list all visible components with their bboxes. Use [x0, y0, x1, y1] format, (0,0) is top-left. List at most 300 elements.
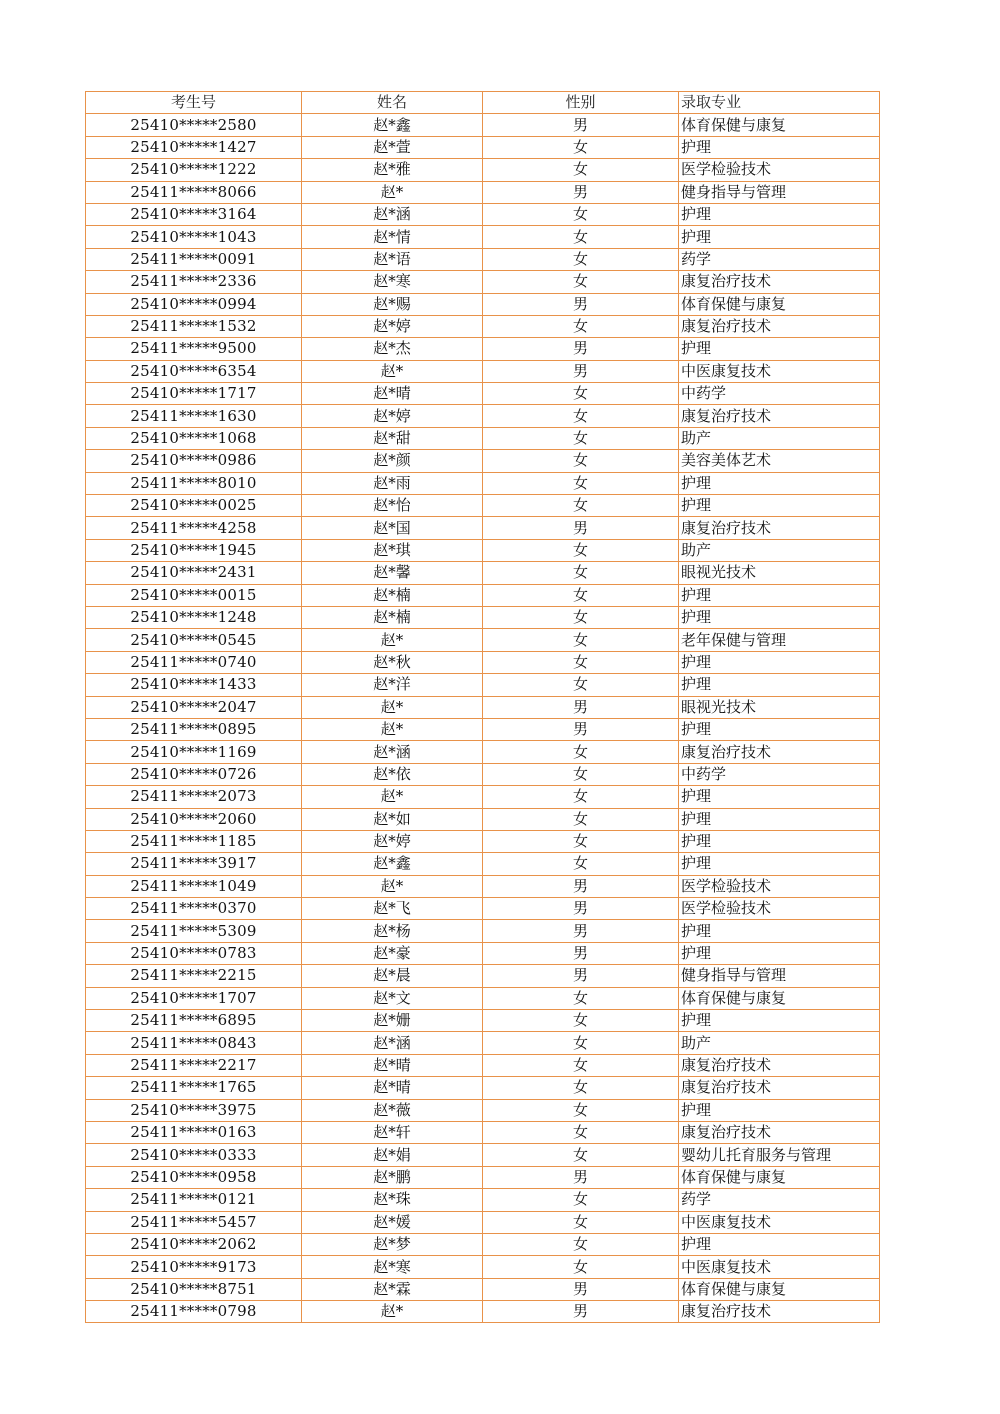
- cell-major-label: 护理: [681, 1011, 712, 1030]
- cell-major: [679, 763, 880, 785]
- cell-gender: 女: [483, 226, 679, 248]
- cell-exam-id: 25410*****1248: [86, 606, 302, 628]
- table-row: [86, 606, 880, 628]
- cell-name: 赵*: [302, 696, 483, 718]
- cell-name: 赵*薇: [302, 1099, 483, 1121]
- cell-major-label: 医学检验技术: [681, 160, 772, 179]
- cell-exam-id: 25410*****1707: [86, 987, 302, 1009]
- table-row: [86, 114, 880, 136]
- cell-major: [679, 539, 880, 561]
- cell-name: 赵*涵: [302, 203, 483, 225]
- cell-major-label: 康复治疗技术: [681, 406, 772, 425]
- table-row: [86, 450, 880, 472]
- cell-major-label: 康复治疗技术: [681, 1302, 772, 1321]
- cell-gender: 女: [483, 495, 679, 517]
- cell-major: [679, 427, 880, 449]
- cell-major: [679, 696, 880, 718]
- cell-major: [679, 338, 880, 360]
- cell-major: [679, 875, 880, 897]
- cell-major-label: 护理: [681, 787, 712, 806]
- cell-major-label: 护理: [681, 809, 712, 828]
- cell-name: 赵*秋: [302, 651, 483, 673]
- cell-exam-id: 25410*****0015: [86, 584, 302, 606]
- table-row: [86, 1301, 880, 1323]
- table-row: [86, 1144, 880, 1166]
- cell-gender: 男: [483, 920, 679, 942]
- cell-major-label: 康复治疗技术: [681, 272, 772, 291]
- cell-major-label: 助产: [681, 429, 712, 448]
- table-row: [86, 472, 880, 494]
- table-row: [86, 786, 880, 808]
- cell-name: 赵*涵: [302, 1032, 483, 1054]
- cell-exam-id: 25411*****0843: [86, 1032, 302, 1054]
- table-row: [86, 1211, 880, 1233]
- cell-major: [679, 651, 880, 673]
- cell-major-label: 护理: [681, 675, 712, 694]
- cell-exam-id: 25410*****0333: [86, 1144, 302, 1166]
- cell-major-label: 护理: [681, 496, 712, 515]
- cell-major: [679, 920, 880, 942]
- cell-major-label: 康复治疗技术: [681, 518, 772, 537]
- cell-major: [679, 741, 880, 763]
- cell-name: 赵*婷: [302, 405, 483, 427]
- header-name: 姓名: [302, 92, 483, 114]
- cell-name: 赵*语: [302, 248, 483, 270]
- table-row: [86, 741, 880, 763]
- cell-exam-id: 25411*****8010: [86, 472, 302, 494]
- cell-major-label: 护理: [681, 1235, 712, 1254]
- table-row: [86, 965, 880, 987]
- cell-major: [679, 965, 880, 987]
- cell-major: [679, 830, 880, 852]
- header-major: [679, 92, 880, 114]
- cell-exam-id: 25410*****0783: [86, 942, 302, 964]
- cell-major-label: 中医康复技术: [681, 1257, 772, 1276]
- cell-major: [679, 1211, 880, 1233]
- cell-gender: 女: [483, 1077, 679, 1099]
- table-row: [86, 159, 880, 181]
- cell-name: 赵*: [302, 718, 483, 740]
- cell-major-label: 护理: [681, 473, 712, 492]
- cell-major-label: 婴幼儿托育服务与管理: [681, 1145, 832, 1164]
- cell-major-label: 护理: [681, 854, 712, 873]
- table-row: [86, 181, 880, 203]
- cell-major-label: 美容美体艺术: [681, 451, 772, 470]
- cell-gender: 男: [483, 696, 679, 718]
- cell-gender: 女: [483, 203, 679, 225]
- cell-exam-id: 25411*****1765: [86, 1077, 302, 1099]
- cell-gender: 女: [483, 786, 679, 808]
- table-row: [86, 1278, 880, 1300]
- table-row: [86, 830, 880, 852]
- cell-exam-id: 25411*****1185: [86, 830, 302, 852]
- cell-major-label: 体育保健与康复: [681, 988, 787, 1007]
- cell-gender: 女: [483, 1032, 679, 1054]
- cell-major: [679, 315, 880, 337]
- cell-exam-id: 25410*****1427: [86, 136, 302, 158]
- cell-exam-id: 25411*****1630: [86, 405, 302, 427]
- cell-name: 赵*飞: [302, 898, 483, 920]
- cell-gender: 女: [483, 1211, 679, 1233]
- cell-major-label: 护理: [681, 832, 712, 851]
- table-row: [86, 1233, 880, 1255]
- cell-major: [679, 383, 880, 405]
- cell-exam-id: 25411*****2073: [86, 786, 302, 808]
- cell-exam-id: 25411*****0740: [86, 651, 302, 673]
- cell-major: [679, 1099, 880, 1121]
- cell-gender: 女: [483, 383, 679, 405]
- table-row: [86, 763, 880, 785]
- cell-gender: 女: [483, 830, 679, 852]
- header-gender: 性别: [483, 92, 679, 114]
- cell-gender: 男: [483, 942, 679, 964]
- cell-gender: 男: [483, 875, 679, 897]
- cell-gender: 女: [483, 741, 679, 763]
- cell-major: [679, 1256, 880, 1278]
- table-row: [86, 920, 880, 942]
- cell-exam-id: 25410*****2431: [86, 562, 302, 584]
- cell-major-label: 康复治疗技术: [681, 317, 772, 336]
- table-row: [86, 1054, 880, 1076]
- cell-major: [679, 450, 880, 472]
- cell-name: 赵*雨: [302, 472, 483, 494]
- cell-gender: 女: [483, 427, 679, 449]
- cell-name: 赵*洋: [302, 674, 483, 696]
- cell-major-label: 护理: [681, 137, 712, 156]
- cell-gender: 男: [483, 338, 679, 360]
- cell-major-label: 助产: [681, 541, 712, 559]
- cell-major: [679, 1144, 880, 1166]
- table-row: [86, 853, 880, 875]
- header-exam-id: 考生号: [86, 92, 302, 114]
- table-row: [86, 495, 880, 517]
- cell-name: 赵*晨: [302, 965, 483, 987]
- cell-exam-id: 25411*****0121: [86, 1189, 302, 1211]
- cell-exam-id: 25410*****0726: [86, 763, 302, 785]
- cell-exam-id: 25410*****2047: [86, 696, 302, 718]
- cell-name: 赵*赐: [302, 293, 483, 315]
- cell-gender: 女: [483, 1256, 679, 1278]
- table-row: [86, 360, 880, 382]
- cell-major: [679, 853, 880, 875]
- cell-exam-id: 25410*****1068: [86, 427, 302, 449]
- cell-gender: 男: [483, 1166, 679, 1188]
- cell-name: 赵*婷: [302, 315, 483, 337]
- table-row: [86, 987, 880, 1009]
- cell-name: 赵*媛: [302, 1211, 483, 1233]
- cell-major: [679, 203, 880, 225]
- cell-exam-id: 25410*****1222: [86, 159, 302, 181]
- cell-gender: 女: [483, 136, 679, 158]
- cell-exam-id: 25410*****8751: [86, 1278, 302, 1300]
- cell-major-label: 护理: [681, 652, 712, 671]
- cell-name: 赵*珠: [302, 1189, 483, 1211]
- cell-major: [679, 271, 880, 293]
- cell-exam-id: 25410*****0025: [86, 495, 302, 517]
- cell-major-label: 护理: [681, 205, 712, 224]
- cell-major: [679, 360, 880, 382]
- table-row: [86, 1099, 880, 1121]
- cell-gender: 女: [483, 159, 679, 181]
- cell-name: 赵*晴: [302, 383, 483, 405]
- cell-gender: 女: [483, 629, 679, 651]
- cell-major: [679, 786, 880, 808]
- cell-name: 赵*情: [302, 226, 483, 248]
- table-row: [86, 1077, 880, 1099]
- cell-name: 赵*楠: [302, 584, 483, 606]
- table-row: [86, 1032, 880, 1054]
- cell-major-label: 体育保健与康复: [681, 1167, 787, 1186]
- cell-major-label: 康复治疗技术: [681, 1123, 772, 1142]
- table-row: [86, 808, 880, 830]
- cell-name: 赵*轩: [302, 1121, 483, 1143]
- table-row: [86, 584, 880, 606]
- cell-major-label: 康复治疗技术: [681, 1078, 772, 1097]
- table-row: [86, 203, 880, 225]
- cell-exam-id: 25410*****1945: [86, 539, 302, 561]
- cell-gender: 女: [483, 248, 679, 270]
- cell-major-label: 护理: [681, 944, 712, 963]
- table-row: [86, 427, 880, 449]
- cell-gender: 女: [483, 539, 679, 561]
- cell-gender: 男: [483, 293, 679, 315]
- table-row: [86, 1189, 880, 1211]
- cell-gender: 女: [483, 271, 679, 293]
- cell-name: 赵*豪: [302, 942, 483, 964]
- cell-major: [679, 1166, 880, 1188]
- cell-major-label: 体育保健与康复: [681, 115, 787, 134]
- cell-major-label: 中药学: [681, 764, 727, 783]
- cell-name: 赵*如: [302, 808, 483, 830]
- cell-major: [679, 942, 880, 964]
- cell-major-label: 护理: [681, 339, 712, 358]
- cell-major: [679, 517, 880, 539]
- cell-gender: 男: [483, 718, 679, 740]
- cell-exam-id: 25411*****2217: [86, 1054, 302, 1076]
- cell-exam-id: 25410*****3164: [86, 203, 302, 225]
- cell-major: [679, 674, 880, 696]
- cell-exam-id: 25411*****2336: [86, 271, 302, 293]
- cell-gender: 男: [483, 181, 679, 203]
- cell-major: [679, 718, 880, 740]
- cell-exam-id: 25410*****2060: [86, 808, 302, 830]
- cell-major-label: 药学: [681, 1190, 712, 1209]
- cell-major-label: 助产: [681, 1033, 712, 1052]
- cell-exam-id: 25411*****5457: [86, 1211, 302, 1233]
- cell-exam-id: 25411*****3917: [86, 853, 302, 875]
- cell-major-label: 医学检验技术: [681, 876, 772, 895]
- cell-name: 赵*鹏: [302, 1166, 483, 1188]
- cell-exam-id: 25410*****0994: [86, 293, 302, 315]
- cell-name: 赵*寒: [302, 1256, 483, 1278]
- cell-gender: 女: [483, 763, 679, 785]
- cell-major-label: 健身指导与管理: [681, 966, 787, 985]
- cell-name: 赵*婷: [302, 830, 483, 852]
- cell-gender: 男: [483, 517, 679, 539]
- cell-gender: 女: [483, 562, 679, 584]
- cell-major: [679, 1233, 880, 1255]
- cell-name: 赵*晴: [302, 1054, 483, 1076]
- cell-exam-id: 25410*****0986: [86, 450, 302, 472]
- cell-exam-id: 25411*****4258: [86, 517, 302, 539]
- cell-gender: 女: [483, 1054, 679, 1076]
- cell-name: 赵*萱: [302, 136, 483, 158]
- cell-gender: 女: [483, 853, 679, 875]
- cell-gender: 女: [483, 1233, 679, 1255]
- table-row: [86, 271, 880, 293]
- cell-major: [679, 472, 880, 494]
- cell-major: [679, 606, 880, 628]
- cell-major: [679, 1189, 880, 1211]
- cell-name: 赵*杰: [302, 338, 483, 360]
- table-row: [86, 696, 880, 718]
- cell-exam-id: 25411*****5309: [86, 920, 302, 942]
- cell-name: 赵*鑫: [302, 114, 483, 136]
- cell-major: [679, 248, 880, 270]
- table-row: [86, 898, 880, 920]
- cell-major: [679, 1121, 880, 1143]
- cell-major: [679, 114, 880, 136]
- cell-exam-id: 25411*****0798: [86, 1301, 302, 1323]
- cell-major: [679, 898, 880, 920]
- cell-gender: 男: [483, 1278, 679, 1300]
- cell-gender: 女: [483, 584, 679, 606]
- cell-name: 赵*娟: [302, 1144, 483, 1166]
- cell-exam-id: 25411*****0895: [86, 718, 302, 740]
- cell-name: 赵*文: [302, 987, 483, 1009]
- cell-major: [679, 159, 880, 181]
- cell-gender: 女: [483, 315, 679, 337]
- cell-major-label: 中医康复技术: [681, 361, 772, 380]
- cell-major-label: 眼视光技术: [681, 563, 757, 582]
- cell-major: [679, 562, 880, 584]
- cell-gender: 女: [483, 405, 679, 427]
- cell-major: [679, 1032, 880, 1054]
- table-row: [86, 562, 880, 584]
- cell-name: 赵*寒: [302, 271, 483, 293]
- cell-exam-id: 25410*****3975: [86, 1099, 302, 1121]
- cell-name: 赵*依: [302, 763, 483, 785]
- cell-exam-id: 25410*****6354: [86, 360, 302, 382]
- cell-name: 赵*: [302, 629, 483, 651]
- cell-gender: 女: [483, 1144, 679, 1166]
- cell-name: 赵*霖: [302, 1278, 483, 1300]
- table-row: [86, 338, 880, 360]
- cell-exam-id: 25411*****0091: [86, 248, 302, 270]
- cell-exam-id: 25411*****0370: [86, 898, 302, 920]
- cell-gender: 女: [483, 987, 679, 1009]
- cell-major-label: 体育保健与康复: [681, 1279, 787, 1298]
- cell-major-label: 中医康复技术: [681, 1212, 772, 1231]
- cell-gender: 男: [483, 360, 679, 382]
- cell-name: 赵*: [302, 875, 483, 897]
- cell-major-label: 护理: [681, 921, 712, 940]
- cell-major-label: 体育保健与康复: [681, 294, 787, 313]
- cell-name: 赵*: [302, 360, 483, 382]
- cell-major: [679, 293, 880, 315]
- cell-exam-id: 25410*****2580: [86, 114, 302, 136]
- cell-gender: 女: [483, 1189, 679, 1211]
- table-row: [86, 674, 880, 696]
- cell-major: [679, 495, 880, 517]
- cell-major: [679, 1278, 880, 1300]
- cell-gender: 女: [483, 1099, 679, 1121]
- table-row: [86, 226, 880, 248]
- table-header-row: [86, 92, 880, 114]
- cell-major-label: 眼视光技术: [681, 697, 757, 716]
- cell-major-label: 药学: [681, 249, 712, 268]
- table-row: [86, 875, 880, 897]
- cell-major-label: 中药学: [681, 384, 727, 403]
- cell-exam-id: 25410*****1043: [86, 226, 302, 248]
- cell-exam-id: 25410*****9173: [86, 1256, 302, 1278]
- table-row: [86, 293, 880, 315]
- cell-major: [679, 181, 880, 203]
- cell-major: [679, 629, 880, 651]
- cell-name: 赵*梦: [302, 1233, 483, 1255]
- table-row: [86, 651, 880, 673]
- table-row: [86, 1010, 880, 1032]
- table-body: [86, 114, 880, 1323]
- cell-major-label: 护理: [681, 585, 712, 604]
- header-major-label: 录取专业: [681, 93, 742, 112]
- cell-exam-id: 25410*****0958: [86, 1166, 302, 1188]
- cell-name: 赵*: [302, 1301, 483, 1323]
- cell-name: 赵*姗: [302, 1010, 483, 1032]
- cell-exam-id: 25411*****2215: [86, 965, 302, 987]
- table-row: [86, 383, 880, 405]
- cell-name: 赵*怡: [302, 495, 483, 517]
- cell-major: [679, 136, 880, 158]
- cell-exam-id: 25410*****2062: [86, 1233, 302, 1255]
- cell-gender: 男: [483, 1301, 679, 1323]
- cell-major-label: 护理: [681, 1100, 712, 1119]
- cell-name: 赵*杨: [302, 920, 483, 942]
- cell-gender: 男: [483, 114, 679, 136]
- cell-exam-id: 25411*****9500: [86, 338, 302, 360]
- cell-major: [679, 584, 880, 606]
- cell-name: 赵*甜: [302, 427, 483, 449]
- cell-name: 赵*楠: [302, 606, 483, 628]
- cell-major-label: 康复治疗技术: [681, 742, 772, 761]
- cell-major-label: 护理: [681, 720, 712, 739]
- cell-major: [679, 987, 880, 1009]
- cell-name: 赵*: [302, 786, 483, 808]
- cell-name: 赵*雅: [302, 159, 483, 181]
- cell-major: [679, 808, 880, 830]
- cell-exam-id: 25411*****1532: [86, 315, 302, 337]
- cell-exam-id: 25411*****6895: [86, 1010, 302, 1032]
- cell-name: 赵*馨: [302, 562, 483, 584]
- cell-exam-id: 25410*****1717: [86, 383, 302, 405]
- table-row: [86, 539, 880, 561]
- table-row: [86, 718, 880, 740]
- cell-major-label: 老年保健与管理: [681, 630, 787, 649]
- table-row: [86, 136, 880, 158]
- table-row: [86, 517, 880, 539]
- cell-gender: 女: [483, 472, 679, 494]
- cell-gender: 女: [483, 808, 679, 830]
- cell-exam-id: 25411*****0163: [86, 1121, 302, 1143]
- cell-major: [679, 1077, 880, 1099]
- cell-name: 赵*琪: [302, 539, 483, 561]
- cell-major: [679, 1054, 880, 1076]
- cell-exam-id: 25410*****1169: [86, 741, 302, 763]
- cell-name: 赵*国: [302, 517, 483, 539]
- cell-major: [679, 1010, 880, 1032]
- cell-major: [679, 1301, 880, 1323]
- table-row: [86, 315, 880, 337]
